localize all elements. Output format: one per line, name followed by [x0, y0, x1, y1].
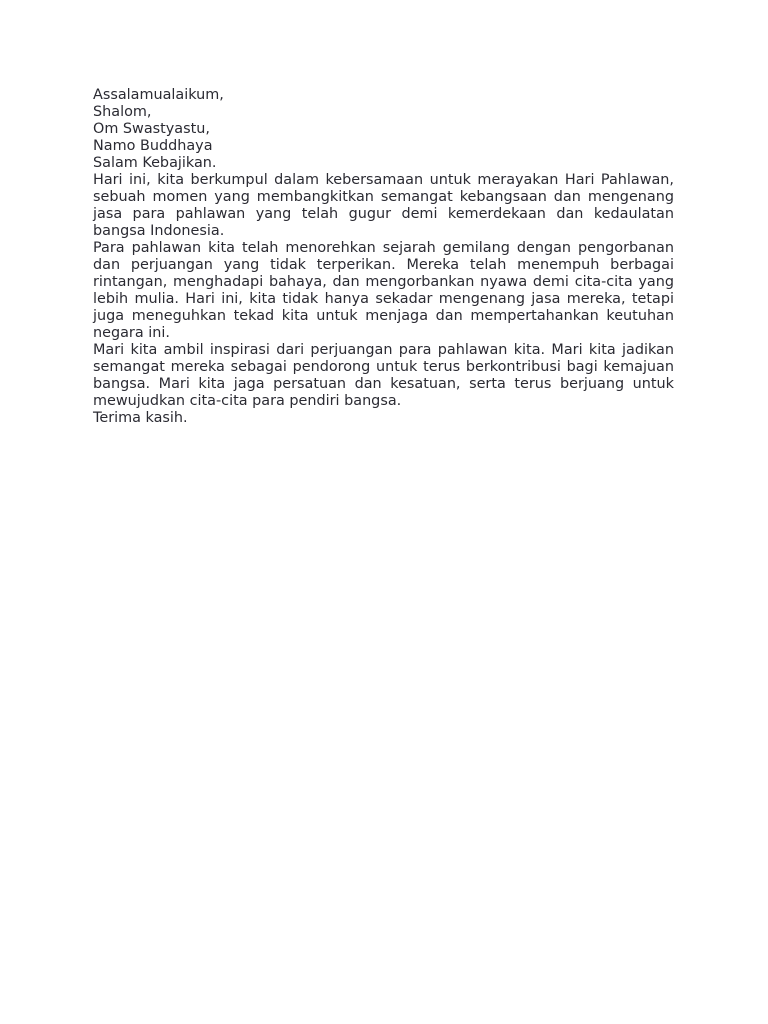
- greeting-line: Assalamualaikum,: [93, 87, 224, 103]
- closing-line: Terima kasih.: [93, 410, 188, 426]
- body-paragraph: Para pahlawan kita telah menorehkan sejarah gemilang dengan pengorbanan dan perjuangan yang tidak terperikan. Mereka telah menempuh berbagai rintangan, menghadapi bahaya, dan mengorbankan nyawa demi cita-cita yang lebih mulia. Hari ini, kita tidak hanya sekadar mengenang jasa mereka, tetapi juga meneguhkan tekad kita untuk menjaga dan mempertahankan keutuhan negara ini.: [93, 240, 674, 341]
- greeting-line: Om Swastyastu,: [93, 121, 210, 137]
- greeting-line: Namo Buddhaya: [93, 138, 213, 154]
- greeting-line: Salam Kebajikan.: [93, 155, 217, 171]
- body-paragraph: Hari ini, kita berkumpul dalam kebersamaan untuk merayakan Hari Pahlawan, sebuah momen yang membangkitkan semangat kebangsaan dan mengenang jasa para pahlawan yang telah gugur demi kemerdekaan dan kedaulatan bangsa Indonesia.: [93, 172, 674, 239]
- body-paragraph: Mari kita ambil inspirasi dari perjuangan para pahlawan kita. Mari kita jadikan semangat mereka sebagai pendorong untuk terus berkontribusi bagi kemajuan bangsa. Mari kita jaga persatuan dan kesatuan, serta terus berjuang untuk mewujudkan cita-cita para pendiri bangsa.: [93, 342, 674, 409]
- document-body: [93, 87, 674, 427]
- greeting-line: Shalom,: [93, 104, 152, 120]
